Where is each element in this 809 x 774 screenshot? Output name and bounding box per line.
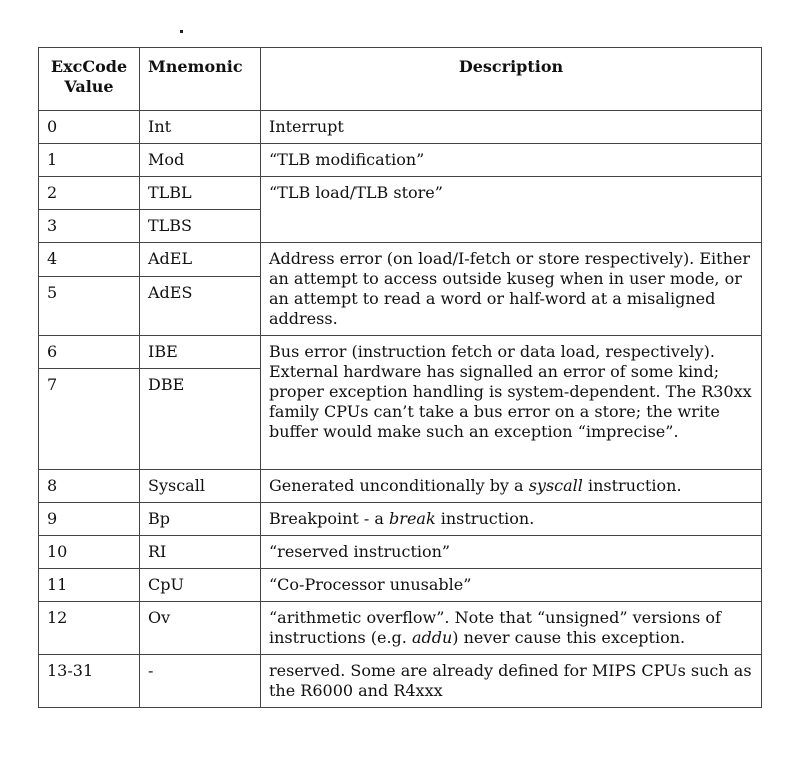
description-emphasis: addu (411, 628, 453, 647)
code-cell: 13-31 (39, 655, 140, 708)
code-cell: 12 (39, 602, 140, 655)
header-description: Description (261, 48, 762, 111)
mnemonic-cell: RI (140, 536, 261, 569)
stray-mark (180, 30, 183, 33)
table-row (39, 111, 762, 144)
code-cell: 1 (39, 144, 140, 177)
header-exccode-line2: Value (64, 77, 114, 96)
description-cell: “reserved instruction” (261, 536, 762, 569)
header-mnemonic: Mnemonic (140, 48, 261, 111)
description-text: “arithmetic overflow”. Note that “unsigned” versions of instructions (e.g. (269, 608, 721, 647)
description-text: instruction. (435, 509, 535, 528)
table-row (39, 144, 762, 177)
code-cell: 6 (39, 336, 140, 369)
description-text: Breakpoint - a (269, 509, 390, 528)
table-row (39, 655, 762, 708)
header-exccode (39, 48, 140, 111)
code-cell: 9 (39, 503, 140, 536)
description-cell: Interrupt (261, 111, 762, 144)
description-cell (261, 503, 762, 536)
mnemonic-cell: DBE (140, 369, 261, 470)
mnemonic-cell: Bp (140, 503, 261, 536)
description-cell: “TLB modification” (261, 144, 762, 177)
mnemonic-cell: TLBL (140, 177, 261, 210)
mnemonic-cell: IBE (140, 336, 261, 369)
exception-code-table (38, 47, 762, 708)
description-text: Generated unconditionally by a (269, 476, 529, 495)
code-cell: 7 (39, 369, 140, 470)
table-row (39, 177, 762, 210)
table-row (39, 602, 762, 655)
description-text: instruction. (582, 476, 682, 495)
code-cell: 10 (39, 536, 140, 569)
header-exccode-line1: ExcCode (50, 57, 128, 76)
mnemonic-cell: AdES (140, 277, 261, 336)
description-emphasis: syscall (528, 476, 583, 495)
description-cell: “Co-Processor unusable” (261, 569, 762, 602)
mnemonic-cell: CpU (140, 569, 261, 602)
description-emphasis: break (389, 509, 436, 528)
mnemonic-cell: - (140, 655, 261, 708)
header-row (39, 48, 762, 111)
table-row (39, 536, 762, 569)
code-cell: 5 (39, 277, 140, 336)
description-text: ) never cause this exception. (452, 628, 686, 647)
description-cell: Bus error (instruction fetch or data load, respectively). External hardware has signalled an error of some kind; proper exception handling is system-dependent. The R30xx family CPUs can’t take a bus error on a store; the write buffer would make such an exception “imprecise”. (261, 336, 762, 470)
description-cell: “TLB load/TLB store” (261, 177, 762, 243)
description-cell: Address error (on load/I-fetch or store respectively). Either an attempt to access outside kuseg when in user mode, or an attempt to read a word or half-word at a misaligned address. (261, 243, 762, 336)
mnemonic-cell: AdEL (140, 243, 261, 277)
description-cell (261, 602, 762, 655)
code-cell: 4 (39, 243, 140, 277)
table-row (39, 243, 762, 277)
mnemonic-cell: Syscall (140, 470, 261, 503)
description-cell (261, 470, 762, 503)
table-row (39, 470, 762, 503)
mnemonic-cell: Int (140, 111, 261, 144)
mnemonic-cell: Ov (140, 602, 261, 655)
code-cell: 0 (39, 111, 140, 144)
table-row (39, 336, 762, 369)
table-row (39, 503, 762, 536)
code-cell: 8 (39, 470, 140, 503)
code-cell: 3 (39, 210, 140, 243)
description-cell: reserved. Some are already defined for MIPS CPUs such as the R6000 and R4xxx (261, 655, 762, 708)
code-cell: 11 (39, 569, 140, 602)
mnemonic-cell: TLBS (140, 210, 261, 243)
mnemonic-cell: Mod (140, 144, 261, 177)
code-cell: 2 (39, 177, 140, 210)
table-row (39, 569, 762, 602)
